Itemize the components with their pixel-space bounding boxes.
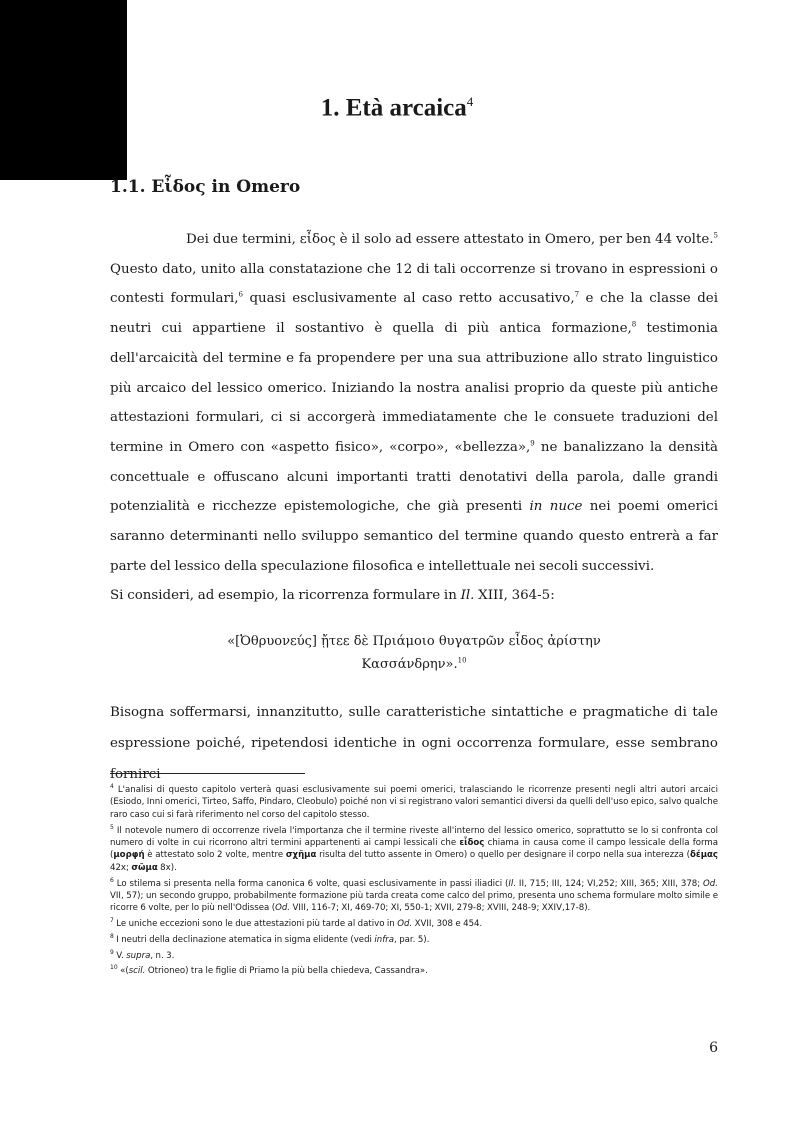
footnote-9: $^9$ V. supra, n. 3. bbox=[110, 948, 175, 961]
chapter-title: 1. Età arcaica$^4$ bbox=[320, 94, 474, 122]
footnote-separator bbox=[110, 773, 305, 774]
quote-line-1: «[Ὀθρυονεύς] ᾔτεε δὲ Πριάμοιο θυγατρῶν εἶδος ἀρίστην bbox=[227, 634, 601, 649]
paragraph-2: Si consideri, ad esempio, la ricorrenza formulare in Il. XIII, 364-5: bbox=[110, 588, 555, 604]
greek-quotation bbox=[110, 630, 718, 676]
quote-line-2: Κασσάνδρην».$^{10}$ bbox=[361, 656, 467, 672]
footnote-8: $^8$ I neutri della declinazione atematica in sigma elidente (vedi infra, par. 5). bbox=[110, 932, 430, 945]
footnote-7: $^7$ Le uniche eccezioni sono le due attestazioni più tarde al dativo in Od. XVII, 308 e 454. bbox=[110, 917, 483, 929]
paragraph-1: Dei due termini, εἶδος è il solo ad essere attestato in Omero, per ben 44 volte.$^5$ Questo dato, unito alla constatazione che 12 di tali occorrenze si trovano in espressioni o contesti formulari,$^6$ quasi esclusivamente al caso retto accusativo,$^7$ e che la classe dei neutri cui appartiene il sostantivo è quella di più antica formazione,$^8$ testimonia dell'arcaicità del termine e fa propendere per una sua attribuzione allo strato linguistico più arcaico del lessico omerico. Iniziando la nostra analisi proprio da queste più antiche attestazioni formulari, ci si accorgerà immediatamente che le consuete traduzioni del termine in Omero con «aspetto fisico», «corpo», «bellezza»,$^9$ ne banalizzano la densità concettuale e offuscano alcuni importanti tratti denotativi della parola, dalle grandi potenzialità e ricchezze epistemologiche, che già presenti in nuce nei poemi omerici saranno determinanti nello sviluppo semantico del termine quando questo entrerà a far parte del lessico della speculazione filosofica e intellettuale nei secoli successivi. bbox=[110, 231, 719, 574]
footnote-ref-6[interactable]: 6 bbox=[238, 290, 243, 299]
footnote-ref-4[interactable]: 4 bbox=[466, 94, 474, 109]
footnote-ref-10[interactable]: 10 bbox=[457, 656, 467, 665]
paragraph-3: Bisogna soffermarsi, innanzitutto, sulle caratteristiche sintattiche e pragmatiche di tale espressione poiché, ripetendosi identiche in ogni occorrenza formulare, esse sembrano fornirci bbox=[110, 705, 718, 782]
footnotes bbox=[110, 781, 718, 978]
footnote-5: $^5$ Il notevole numero di occorrenze rivela l'importanza che il termine riveste all'interno del lessico omerico, soprattutto se lo si confronta col numero di volte in cui ricorrono altri termini appartenenti ai campi lessicali che εἶδος chiama in causa come il campo lessicale della forma (μορφή è attestato solo 2 volte, mentre σχῆμα risulta del tutto assente in Omero) o quello per designare il corpo nella sua interezza (δέμας 42x; σῶμα 8x). bbox=[110, 823, 719, 873]
section-title: 1.1. Εἶδος in Omero bbox=[110, 177, 301, 197]
footnote-ref-9[interactable]: 9 bbox=[530, 439, 535, 448]
footnote-4: $^4$ L'analisi di questo capitolo verterà quasi esclusivamente sui poemi omerici, tralasciando le ricorrenze presenti negli altri autori arcaici (Esiodo, Inni omerici, Tirteo, Saffo, Pindaro, Cleobulo) poiché non vi si registrano valori semantici diversi da quelli dell'uso epico, salvo qualche raro caso cui si farà riferimento nel corso del capitolo stesso. bbox=[110, 783, 718, 820]
footnote-10: $^{10}$ «(scil. Otrioneo) tra le figlie di Priamo la più bella chiedeva, Cassandra». bbox=[110, 964, 428, 977]
footnote-ref-5[interactable]: 5 bbox=[713, 231, 718, 240]
page-number: 6 bbox=[709, 1040, 718, 1056]
footnote-ref-7[interactable]: 7 bbox=[574, 290, 580, 299]
corner-black-block bbox=[0, 0, 127, 180]
footnote-ref-8[interactable]: 8 bbox=[631, 320, 637, 329]
main-text bbox=[110, 225, 718, 611]
footnote-6: $^6$ Lo stilema si presenta nella forma canonica 6 volte, quasi esclusivamente in passi iliadici (Il. II, 715; III, 124; VI,252; XIII, 365; XIII, 378; Od. VII, 57); un secondo gruppo, probabilmente formazione più tarda creata come calco del primo, presenta uno schema formulare molto simile e ricorre 6 volte, per lo più nell'Odissea (Od. VIII, 116-7; XI, 469-70; XI, 550-1; XVII, 279-8; XVIII, 248-9; XXIV,17-8). bbox=[110, 876, 718, 914]
